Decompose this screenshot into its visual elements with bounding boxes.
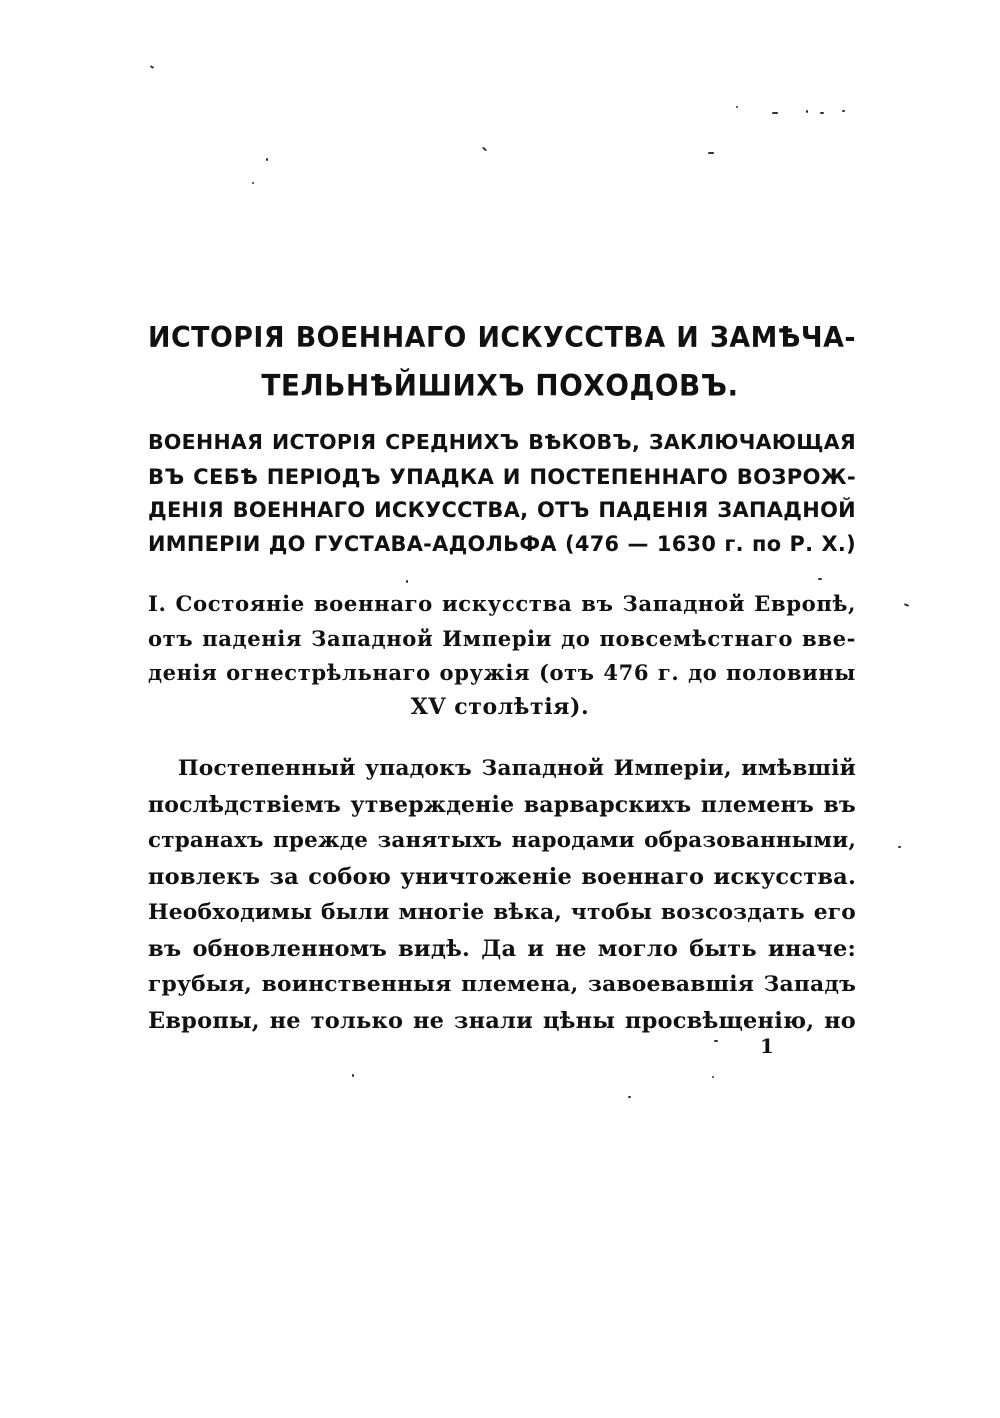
title-line-1: ИСТОРІЯ ВОЕННАГО ИСКУССТВА И ЗАМѢЧА- <box>148 322 856 355</box>
scan-speck <box>352 1074 354 1077</box>
body-line-2: послѣдствіемъ утвержденіе варварскихъ племенъ въ <box>148 792 856 818</box>
body-line-3: странахъ прежде занятыхъ народами образованными, <box>148 828 856 853</box>
section-heading-line-2: отъ паденія Западной Имперіи до повсемѣстнаго вве- <box>148 626 856 651</box>
title-line-2: ТЕЛЬНѢЙШИХЪ ПОХОДОВЪ. <box>261 368 739 403</box>
body-line-7: грубыя, воинственныя племена, завоевавшія Западъ <box>148 972 856 997</box>
scan-speck <box>818 578 822 580</box>
body-line-8: Европы, не только не знали цѣны просвѣщенію, но <box>148 1008 856 1034</box>
section-heading-line-4: XV столѣтія). <box>410 694 590 720</box>
subtitle-line-1: ВОЕННАЯ ИСТОРІЯ СРЕДНИХЪ ВѢКОВЪ, ЗАКЛЮЧАЮЩАЯ <box>148 430 856 454</box>
scan-speck <box>772 112 778 114</box>
scan-speck <box>266 158 268 161</box>
body-line-5: Необходимы были многіе вѣка, чтобы возсоздать его <box>148 900 856 925</box>
section-heading-line-3: денія огнестрѣльнаго оружія (отъ 476 г. до половины <box>148 660 856 685</box>
scan-speck <box>806 110 808 113</box>
body-line-1: Постепенный упадокъ Западной Имперіи, имѣвшій <box>178 756 856 781</box>
scan-speck <box>482 147 487 152</box>
scan-speck <box>406 580 408 583</box>
scan-speck <box>628 1096 631 1098</box>
scan-speck <box>842 110 845 112</box>
scan-speck <box>736 106 738 108</box>
body-line-6: въ обновленномъ видѣ. Да и не могло быть иначе: <box>148 936 856 962</box>
scan-speck <box>150 65 154 69</box>
scan-speck <box>252 182 254 184</box>
scan-speck <box>714 1040 718 1042</box>
scan-speck <box>708 152 714 154</box>
scan-speck <box>712 1076 714 1078</box>
subtitle-line-2: ВЪ СЕБѢ ПЕРІОДЪ УПАДКА И ПОСТЕПЕННАГО ВОЗРОЖ- <box>148 464 856 489</box>
subtitle-line-4: ИМПЕРІИ ДО ГУСТАВА-АДОЛЬФА (476 — 1630 г. по Р. Х.) <box>148 532 856 556</box>
section-heading-line-1: I. Состояніе военнаго искусства въ Западной Европѣ, <box>148 592 856 617</box>
body-line-4: повлекъ за собою уничтоженіе военнаго искусства. <box>148 864 856 890</box>
scan-speck <box>904 603 909 607</box>
page-number: 1 <box>760 1034 774 1058</box>
subtitle-line-3: ДЕНІЯ ВОЕННАГО ИСКУССТВА, ОТЪ ПАДЕНІЯ ЗАПАДНОЙ <box>148 498 856 522</box>
scan-speck <box>820 112 824 114</box>
scan-speck <box>898 846 901 848</box>
